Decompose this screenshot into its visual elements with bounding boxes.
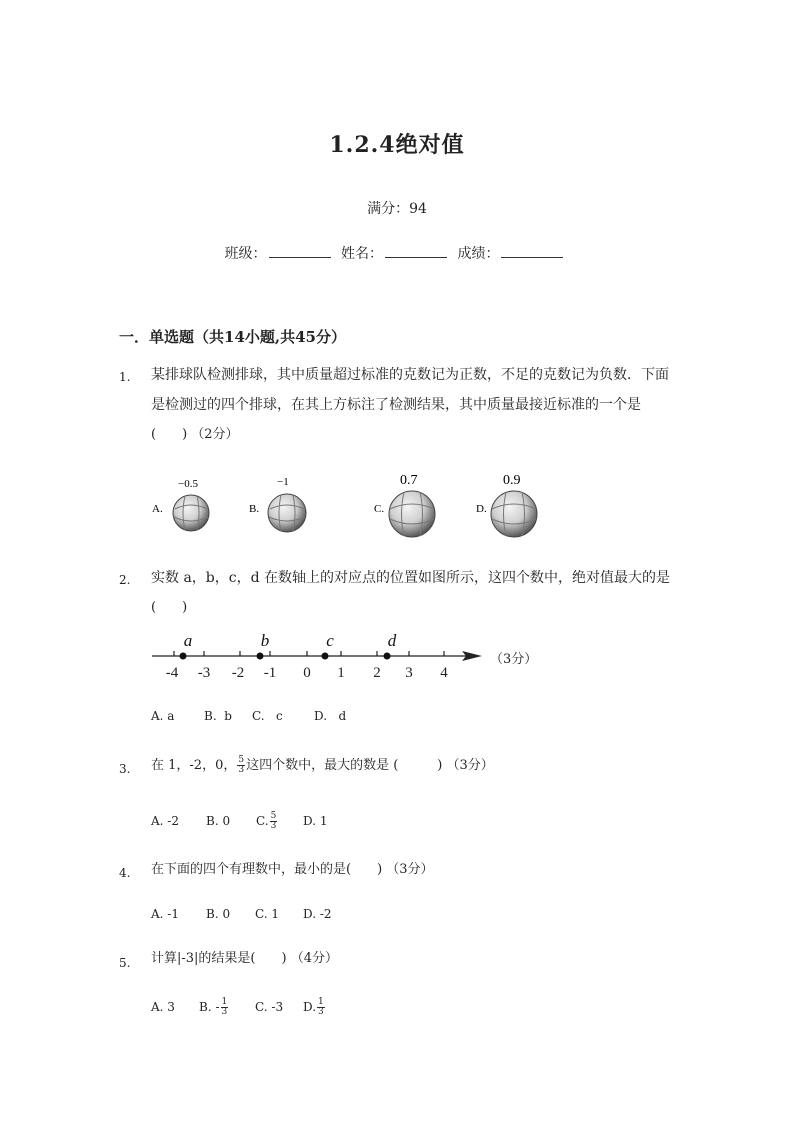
option-b-value: −1: [277, 476, 289, 488]
question-4-option-a[interactable]: A. -1: [151, 907, 179, 921]
question-2-line-1: 实数 a，b，c，d 在数轴上的对应点的位置如图所示，这四个数中，绝对值最大的是: [151, 570, 671, 586]
number-line-figure: [148, 628, 488, 684]
question-1-line-3: ( ) （2分）: [151, 427, 239, 442]
question-2-number: 2.: [119, 573, 131, 587]
volleyball-icon: [491, 491, 537, 537]
question-1-line-1: 某排球队检测排球，其中质量超过标准的克数记为正数，不足的克数记为负数．下面: [151, 367, 669, 383]
volleyball-icon: [173, 495, 209, 531]
number-line-point-label-c: c: [326, 631, 334, 650]
question-1-text: [151, 360, 669, 450]
question-4-option-c[interactable]: C. 1: [255, 907, 280, 921]
number-line-tick-label: 2: [373, 665, 381, 681]
option-a-ball[interactable]: [152, 478, 209, 531]
question-1-ball-options: [145, 465, 565, 545]
number-line-tick-label: 0: [303, 665, 311, 681]
option-d-letter: D.: [476, 503, 487, 515]
question-2-line-2: ( ): [151, 600, 188, 615]
question-5-option-d[interactable]: D. $\frac{1}{3}$: [303, 997, 324, 1017]
number-line-point-label-b: b: [260, 631, 270, 650]
student-info-line: [0, 243, 794, 263]
question-2-option-d[interactable]: D. d: [314, 709, 347, 723]
question-3-option-d[interactable]: D. 1: [303, 814, 328, 828]
grade-blank[interactable]: [501, 243, 563, 258]
question-2-option-b[interactable]: B. b: [204, 709, 232, 723]
question-4-option-d[interactable]: D. -2: [303, 907, 332, 921]
number-line-point-d: [384, 653, 391, 660]
option-d-ball[interactable]: [476, 473, 537, 537]
number-line-tick-label: 4: [440, 665, 448, 681]
question-2-options: [151, 709, 346, 723]
question-2-score: （3分）: [490, 652, 538, 667]
name-blank[interactable]: [385, 243, 447, 258]
number-line-point-c: [322, 653, 329, 660]
option-c-value: 0.7: [400, 473, 418, 488]
question-1-line-2: 是检测过的四个排球，在其上方标注了检测结果，其中质量最接近标准的一个是: [151, 397, 641, 413]
question-5-option-a[interactable]: A. 3: [151, 1000, 175, 1014]
number-line-tick-label: -4: [165, 665, 179, 681]
question-5-option-c[interactable]: C. -3: [255, 1000, 284, 1014]
fraction-one-third: $\frac{1}{3}$: [221, 997, 228, 1017]
question-1-number: 1.: [119, 370, 131, 384]
question-2-option-a[interactable]: A. a: [151, 709, 175, 723]
option-b-ball[interactable]: [249, 476, 306, 532]
question-3-number: 3.: [119, 762, 131, 776]
volleyball-icon: [389, 491, 435, 537]
question-3-option-c[interactable]: C. $\frac{5}{3}$: [256, 811, 277, 831]
question-3-option-a[interactable]: A. -2: [151, 814, 179, 828]
question-3-text-after: 这四个数中，最大的数是 ( ) （3分）: [246, 758, 494, 773]
number-line-point-label-a: a: [183, 631, 193, 650]
number-line-tick-label: -2: [231, 665, 245, 681]
question-3-options: [151, 812, 327, 831]
fraction-five-thirds: $\frac{5}{3}$: [270, 811, 277, 831]
option-c-ball[interactable]: [374, 473, 435, 537]
number-line-point-a: [180, 653, 187, 660]
question-2-text: [151, 563, 670, 623]
question-4-option-b[interactable]: B. 0: [206, 907, 231, 921]
question-3-option-b[interactable]: B. 0: [206, 814, 231, 828]
number-line-point-b: [257, 653, 264, 660]
question-5-number: 5.: [119, 956, 131, 970]
number-line-tick-label: 1: [337, 665, 345, 681]
question-4-options: [151, 907, 332, 921]
question-4-number: 4.: [119, 866, 131, 880]
option-b-letter: B.: [249, 503, 260, 515]
grade-label: 成绩：: [457, 246, 500, 262]
name-label: 姓名：: [341, 246, 383, 262]
question-3-text: [151, 752, 494, 780]
question-5-text: 计算|-3|的结果是( ) （4分）: [151, 951, 338, 966]
class-label: 班级：: [224, 246, 267, 262]
option-a-letter: A.: [152, 503, 163, 515]
volleyball-icon: [268, 494, 306, 532]
option-d-value: 0.9: [503, 473, 521, 488]
question-3-text-before: 在 1，-2，0，: [151, 758, 237, 773]
question-2-option-c[interactable]: C. c: [252, 709, 283, 723]
question-5-option-b[interactable]: B. - $\frac{1}{3}$: [199, 997, 228, 1017]
option-c-letter: C.: [374, 503, 385, 515]
option-a-value: −0.5: [178, 478, 198, 490]
number-line-tick-label: -3: [197, 665, 211, 681]
section-title: 一．单选题（共14小题,共45分）: [119, 328, 346, 346]
number-line-point-label-d: d: [387, 631, 397, 650]
page-title: 1.2.4绝对值: [329, 132, 465, 158]
class-blank[interactable]: [269, 243, 331, 258]
question-4-text: 在下面的四个有理数中，最小的是( ) （3分）: [151, 862, 434, 877]
fraction-one-third: $\frac{1}{3}$: [318, 997, 324, 1017]
question-5-options: [151, 998, 326, 1017]
fraction-five-thirds: $\frac{5}{3}$: [238, 755, 245, 775]
full-score: 满分：94: [367, 201, 427, 217]
number-line-tick-label: 3: [405, 665, 413, 681]
number-line-tick-label: -1: [263, 665, 277, 681]
